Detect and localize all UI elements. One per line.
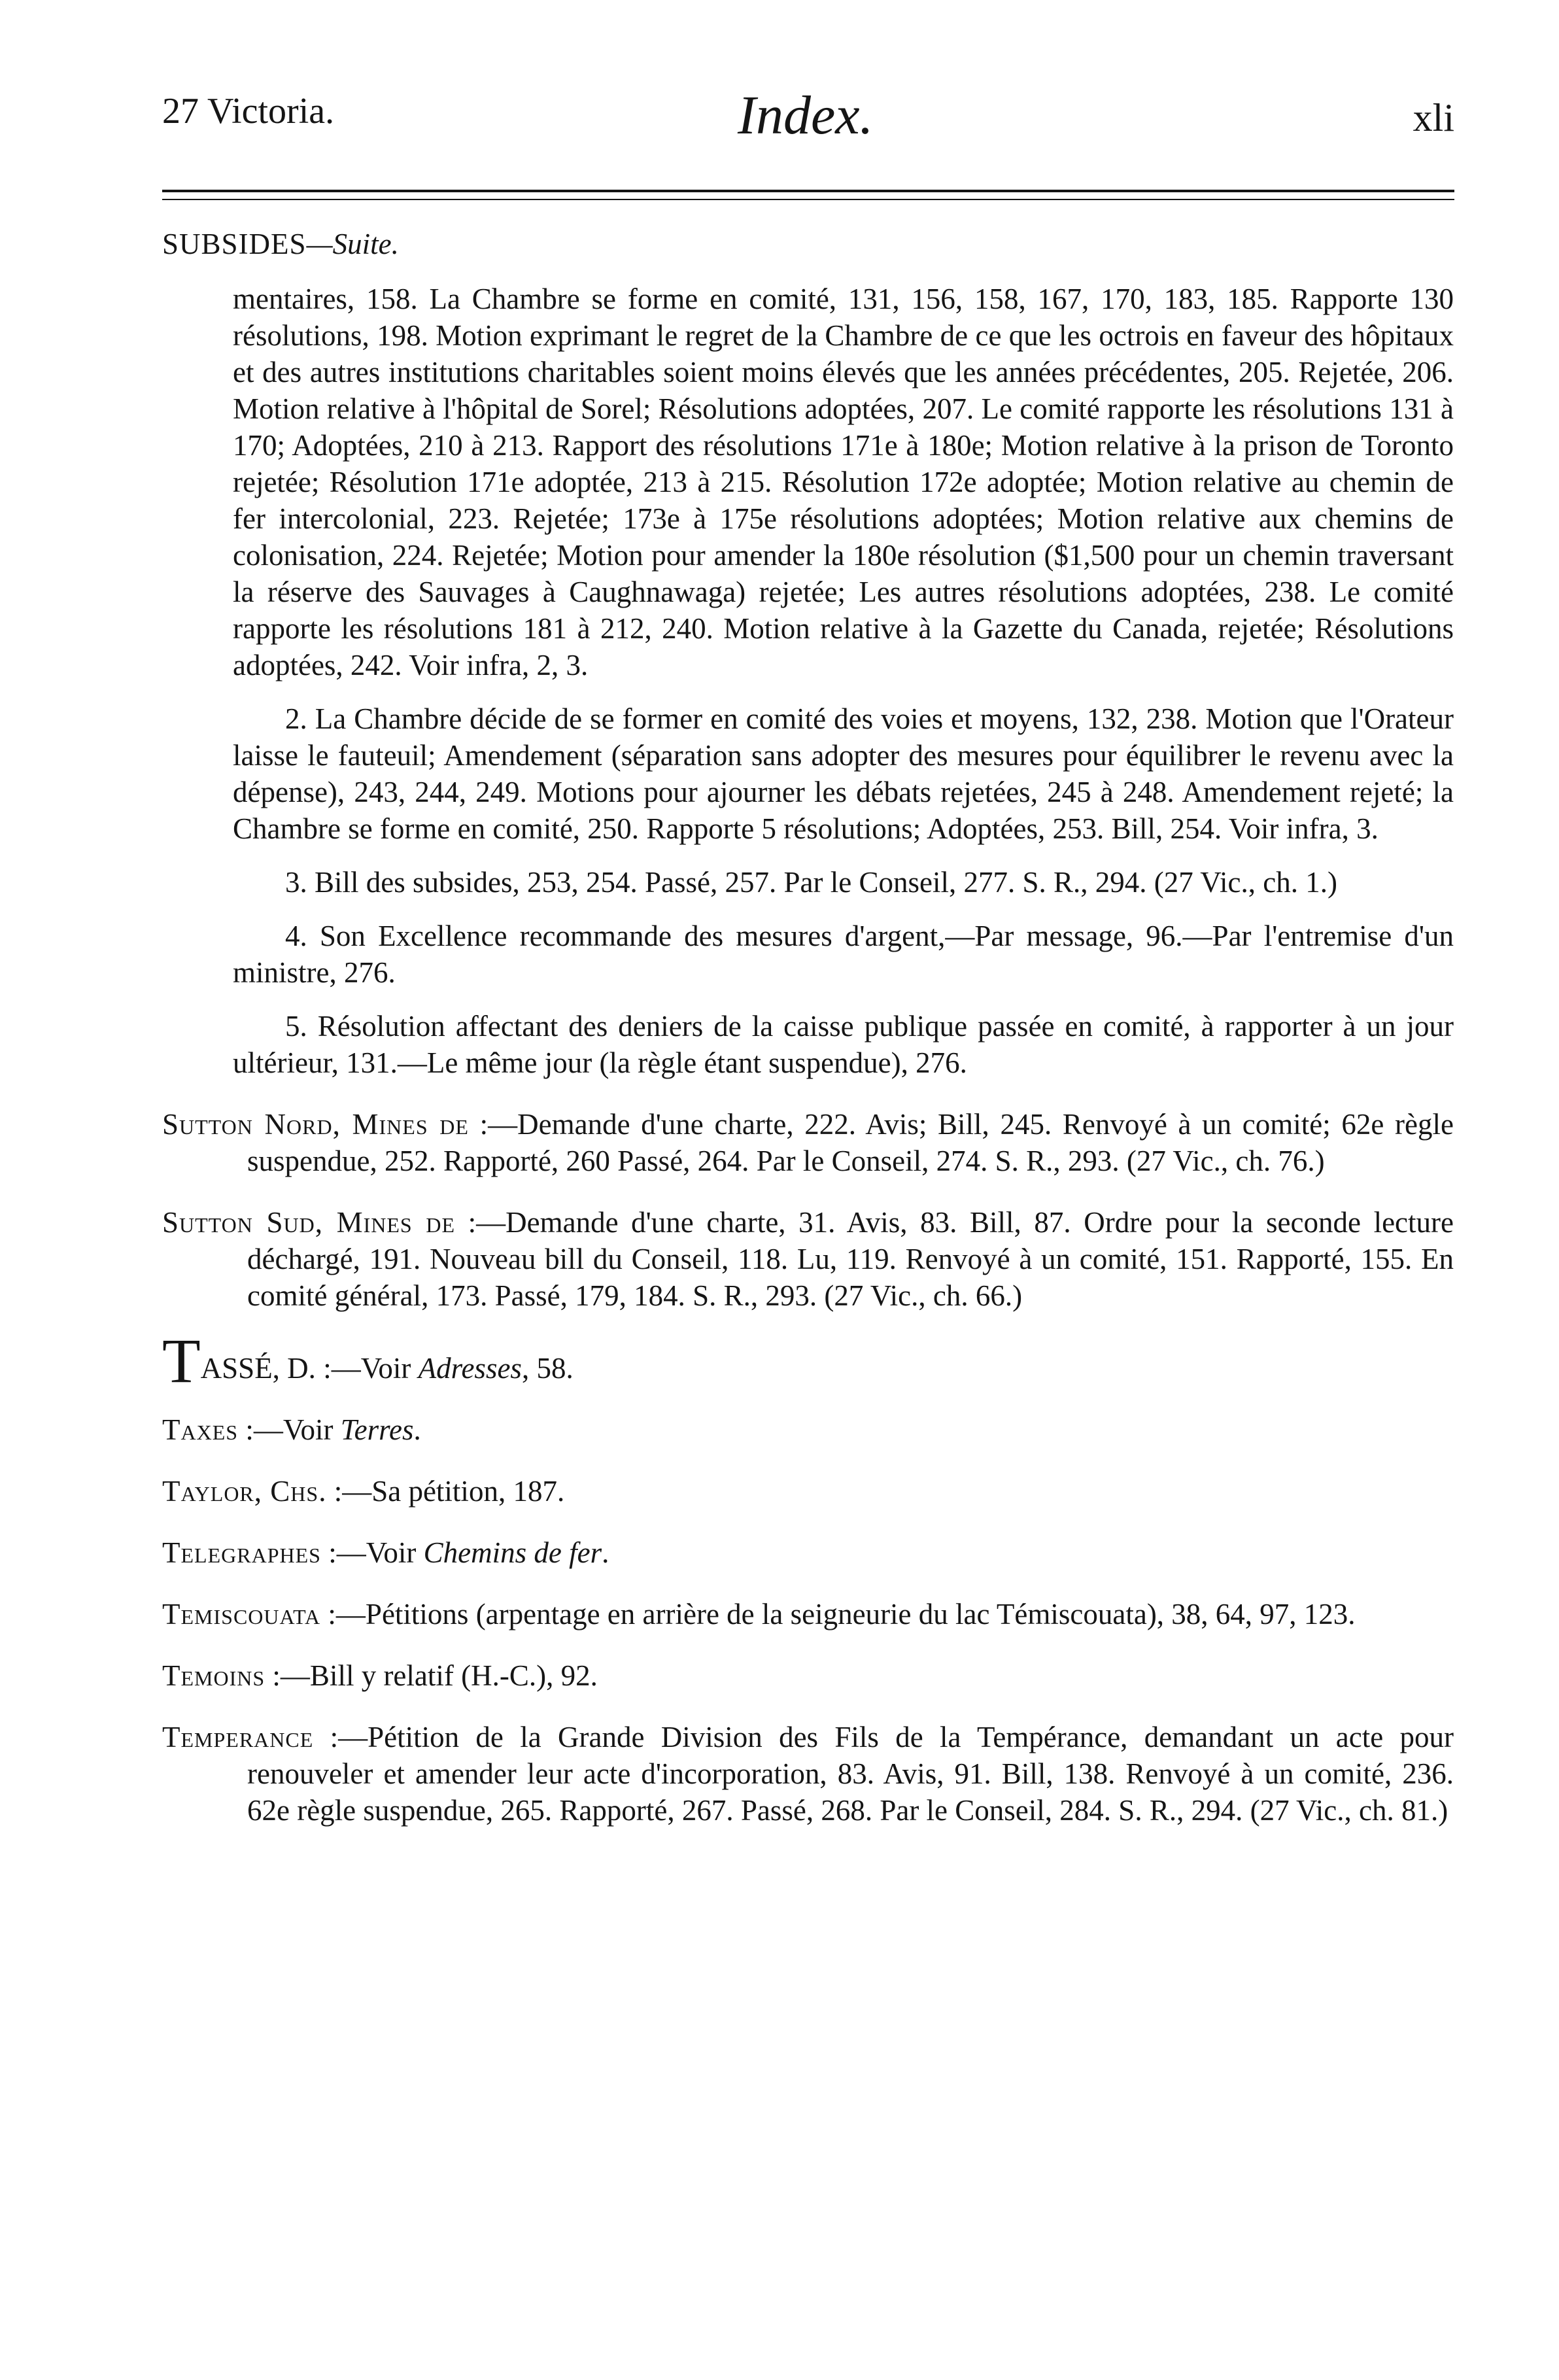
entry-head: Telegraphes [162, 1536, 321, 1569]
entry-text: :—Demande d'une charte, 31. Avis, 83. Bill, 87. Ordre pour la seconde lecture déchargé, 191. Nouveau bill du Conseil, 118. Lu, 119. Renvoyé à un comité, 151. Rapporté, 155. En comité général, 173. Passé, 179, 184. S. R., 293. (27 Vic., ch. 66.) [247, 1206, 1454, 1312]
entry-head: Sutton Sud, Mines de [162, 1206, 456, 1239]
section-heading-title: SUBSIDES [162, 228, 307, 260]
subsides-intro: mentaires, 158. La Chambre se forme en comité, 131, 156, 158, 167, 170, 183, 185. Rapporte 130 résolutions, 198. Motion exprimant le regret de la Chambre de ce que les octrois en faveur des hôpitaux et des autres institutions charitables soient moins élevés que les années précédentes, 205. Rejetée, 206. Motion relative à l'hôpital de Sorel; Résolutions adoptées, 207. Le comité rapporte les résolutions 131 à 170; Adoptées, 210 à 213. Rapport des résolutions 171e à 180e; Motion relative à la prison de Toronto rejetée; Résolution 171e adoptée, 213 à 215. Résolution 172e adoptée; Motion relative au chemin de fer intercolonial, 223. Rejetée; 173e à 175e résolutions adoptées; Motion relative aux chemins de colonisation, 224. Rejetée; Motion pour amender la 180e résolution ($1,500 pour un chemin traversant la réserve des Sauvages à Caughnawaga) rejetée; Les autres résolutions adoptées, 238. Le comité rapporte les résolutions 181 à 212, 240. Motion relative à la Gazette du Canada, rejetée; Résolutions adoptées, 242. Voir infra, 2, 3. [233, 283, 1454, 681]
entry-text: :—Voir [320, 1536, 424, 1569]
entry-text: :—Sa pétition, 187. [326, 1475, 565, 1508]
index-entry-telegraphes [162, 1534, 1454, 1571]
subsides-paragraph-3: 3. Bill des subsides, 253, 254. Passé, 257. Par le Conseil, 277. S. R., 294. (27 Vic., ch. 1.) [285, 866, 1337, 899]
entry-head: Taylor, Chs. [162, 1475, 327, 1508]
index-entry-taylor [162, 1473, 1454, 1509]
entry-head: Temiscouata [162, 1598, 321, 1630]
running-head [162, 84, 1454, 156]
index-entry-temoins [162, 1657, 1454, 1694]
subsides-paragraph-4: 4. Son Excellence recommande des mesures d'argent,—Par message, 96.—Par l'entremise d'un ministre, 276. [233, 920, 1454, 989]
entry-head: Sutton Nord, Mines de [162, 1108, 469, 1141]
index-entry-temiscouata [162, 1596, 1454, 1632]
section-heading [162, 226, 1454, 262]
section-heading-suffix: —Suite. [306, 228, 399, 260]
index-entry-taxes [162, 1411, 1454, 1448]
entry-text: :—Demande d'une charte, 222. Avis; Bill, 245. Renvoyé à un comité; 62e règle suspendue, 252. Rapporté, 260 Passé, 264. Par le Conseil, 274. S. R., 293. (27 Vic., ch. 76.) [247, 1108, 1454, 1177]
entry-head: Taxes [162, 1413, 239, 1446]
entry-text: :—Pétition de la Grande Division des Fils de la Tempérance, demandant un acte pour renouveler et amender leur acte d'incorporation, 83. Avis, 91. Bill, 138. Renvoyé à un comité, 236. 62e règle suspendue, 265. Rapporté, 267. Passé, 268. Par le Conseil, 284. S. R., 294. (27 Vic., ch. 81.) [247, 1721, 1454, 1827]
entry-text: :—Voir [315, 1352, 419, 1385]
entry-cross-reference: Adresses [418, 1352, 522, 1385]
entry-cross-reference: Chemins de fer [423, 1536, 602, 1569]
entry-tail: . [413, 1413, 421, 1446]
index-entry-sutton-nord [162, 1106, 1454, 1179]
index-entry-temperance [162, 1719, 1454, 1829]
page-number: xli [1413, 96, 1454, 139]
volume-label: 27 Victoria. [162, 91, 335, 131]
index-entry-tasse [162, 1326, 1454, 1396]
entry-head: Temperance [162, 1721, 314, 1753]
entry-tail: , 58. [521, 1352, 574, 1385]
header-rule [162, 190, 1454, 192]
subsides-paragraph-2: 2. La Chambre décide de se former en comité des voies et moyens, 132, 238. Motion que l'Orateur laisse le fauteuil; Amendement (séparation sans adopter des mesures pour équilibrer le revenu avec la dépense), 243, 244, 249. Motions pour ajourner les débats rejetées, 245 à 248. Amendement rejeté; la Chambre se forme en comité, 250. Rapporte 5 résolutions; Adoptées, 253. Bill, 254. Voir infra, 3. [233, 702, 1454, 845]
header-rule-thin [162, 199, 1454, 200]
entry-text: :—Bill y relatif (H.-C.), 92. [265, 1659, 598, 1692]
entry-tail: . [602, 1536, 609, 1569]
entry-text: :—Pétitions (arpentage en arrière de la seigneurie du lac Témiscouata), 38, 64, 97, 123. [320, 1598, 1356, 1630]
entry-cross-reference: Terres [340, 1413, 414, 1446]
drop-cap-letter: T [162, 1326, 201, 1396]
entry-text: :—Voir [238, 1413, 341, 1446]
subsides-paragraph-5: 5. Résolution affectant des deniers de la caisse publique passée en comité, à rapporter à un jour ultérieur, 131.—Le même jour (la règle étant suspendue), 276. [233, 1010, 1454, 1079]
entry-head: ASSÉ, D. [200, 1352, 316, 1385]
index-entry-sutton-sud [162, 1204, 1454, 1314]
index-content [162, 226, 1454, 1829]
entry-head: Temoins [162, 1659, 266, 1692]
page-title: Index. [738, 85, 874, 146]
subsides-entry [162, 281, 1454, 1081]
